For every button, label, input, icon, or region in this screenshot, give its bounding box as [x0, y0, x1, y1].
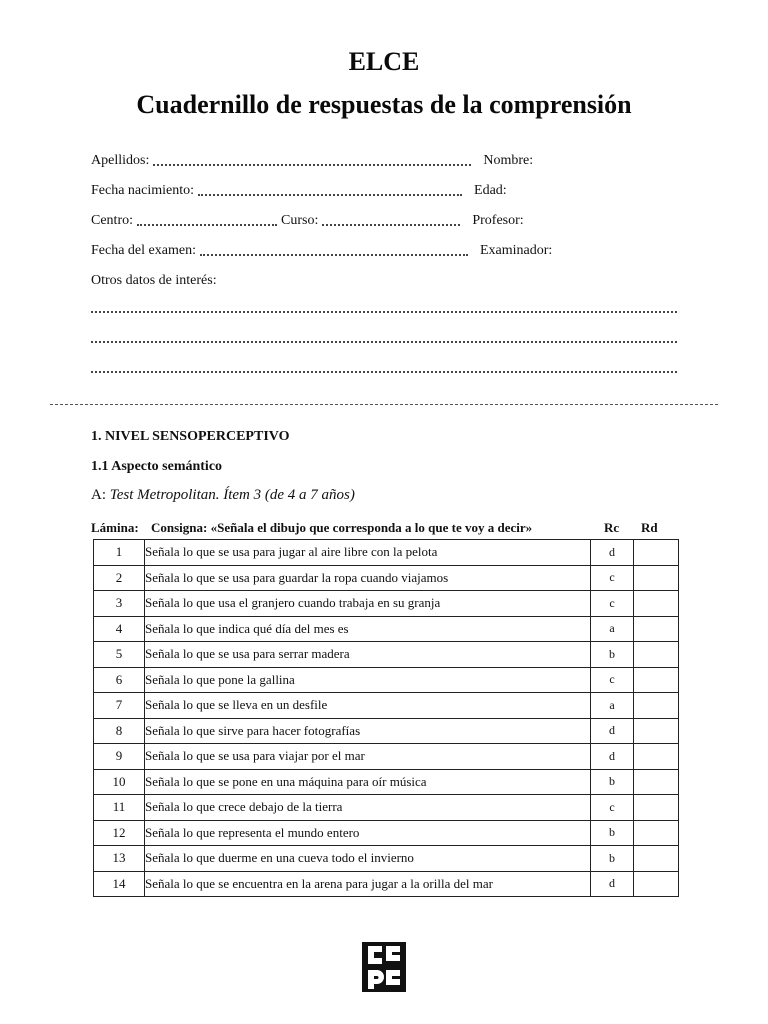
row-rc-answer: d	[591, 718, 634, 744]
label-centro: Centro:	[91, 213, 133, 228]
label-examinador: Examinador:	[479, 243, 553, 258]
form-row-apellidos	[91, 151, 677, 171]
row-rc-answer: b	[591, 769, 634, 795]
row-rd-input[interactable]	[634, 744, 679, 770]
table-row	[94, 591, 679, 617]
table-row	[94, 642, 679, 668]
row-rc-answer: a	[591, 693, 634, 719]
table-row	[94, 540, 679, 566]
row-number: 6	[94, 667, 145, 693]
row-rd-input[interactable]	[634, 846, 679, 872]
row-number: 5	[94, 642, 145, 668]
row-rc-answer: c	[591, 565, 634, 591]
form-row-otros-datos	[91, 271, 677, 291]
field-curso[interactable]	[322, 211, 460, 231]
row-instruction: Señala lo que se usa para jugar al aire libre con la pelota	[145, 540, 591, 566]
table-row	[94, 871, 679, 897]
table-row	[94, 820, 679, 846]
test-prefix: A:	[91, 487, 106, 503]
row-rd-input[interactable]	[634, 565, 679, 591]
row-rd-input[interactable]	[634, 871, 679, 897]
cut-line-divider	[50, 404, 718, 405]
label-edad: Edad:	[474, 183, 507, 198]
row-rd-input[interactable]	[634, 795, 679, 821]
label-otros-datos: Otros datos de interés:	[91, 273, 217, 288]
row-number: 13	[94, 846, 145, 872]
row-instruction: Señala lo que crece debajo de la tierra	[145, 795, 591, 821]
row-instruction: Señala lo que duerme en una cueva todo el invierno	[145, 846, 591, 872]
label-fecha-nacimiento: Fecha nacimiento:	[91, 183, 195, 198]
row-rd-input[interactable]	[634, 540, 679, 566]
test-title	[91, 487, 355, 504]
row-instruction: Señala lo que se usa para viajar por el mar	[145, 744, 591, 770]
table-row	[94, 846, 679, 872]
col-header-lamina: Lámina:	[91, 520, 139, 535]
table-row	[94, 616, 679, 642]
label-curso: Curso:	[281, 213, 319, 228]
row-number: 8	[94, 718, 145, 744]
label-profesor: Profesor:	[472, 213, 524, 228]
form-row-fecha-nacimiento	[91, 181, 677, 201]
label-apellidos: Apellidos:	[91, 153, 150, 168]
blank-line-2[interactable]	[91, 341, 677, 343]
row-rd-input[interactable]	[634, 693, 679, 719]
row-number: 2	[94, 565, 145, 591]
row-number: 14	[94, 871, 145, 897]
field-apellidos[interactable]	[153, 151, 471, 171]
row-instruction: Señala lo que representa el mundo entero	[145, 820, 591, 846]
row-instruction: Señala lo que usa el granjero cuando trabaja en su granja	[145, 591, 591, 617]
row-instruction: Señala lo que se usa para guardar la ropa cuando viajamos	[145, 565, 591, 591]
field-centro[interactable]	[137, 211, 277, 231]
table-row	[94, 744, 679, 770]
row-instruction: Señala lo que se encuentra en la arena para jugar a la orilla del mar	[145, 871, 591, 897]
row-number: 12	[94, 820, 145, 846]
form-row-centro	[91, 211, 677, 231]
row-rc-answer: b	[591, 846, 634, 872]
col-header-rc: Rc	[604, 520, 620, 535]
table-row	[94, 667, 679, 693]
row-number: 7	[94, 693, 145, 719]
table-row	[94, 718, 679, 744]
table-row	[94, 769, 679, 795]
row-rc-answer: d	[591, 540, 634, 566]
row-rc-answer: a	[591, 616, 634, 642]
row-instruction: Señala lo que pone la gallina	[145, 667, 591, 693]
table-row	[94, 795, 679, 821]
row-number: 10	[94, 769, 145, 795]
row-rd-input[interactable]	[634, 667, 679, 693]
row-instruction: Señala lo que se pone en una máquina para oír música	[145, 769, 591, 795]
row-rd-input[interactable]	[634, 642, 679, 668]
page-title: ELCE	[348, 47, 420, 76]
label-nombre: Nombre:	[483, 153, 534, 168]
row-number: 4	[94, 616, 145, 642]
row-number: 1	[94, 540, 145, 566]
row-rd-input[interactable]	[634, 820, 679, 846]
row-instruction: Señala lo que se usa para serrar madera	[145, 642, 591, 668]
row-instruction: Señala lo que indica qué día del mes es	[145, 616, 591, 642]
form-row-fecha-examen	[91, 241, 677, 261]
row-rc-answer: c	[591, 667, 634, 693]
col-header-consigna: Consigna: «Señala el dibujo que corresponda a lo que te voy a decir»	[151, 520, 533, 535]
row-number: 3	[94, 591, 145, 617]
subsection-heading: 1.1 Aspecto semántico	[91, 459, 223, 474]
row-rc-answer: b	[591, 642, 634, 668]
row-instruction: Señala lo que sirve para hacer fotografías	[145, 718, 591, 744]
row-rd-input[interactable]	[634, 591, 679, 617]
field-fecha-examen[interactable]	[200, 241, 468, 261]
blank-line-3[interactable]	[91, 371, 677, 373]
row-rd-input[interactable]	[634, 616, 679, 642]
response-table	[93, 539, 679, 897]
row-number: 11	[94, 795, 145, 821]
test-name: Test Metropolitan. Ítem 3 (de 4 a 7 años)	[109, 487, 355, 503]
row-rd-input[interactable]	[634, 718, 679, 744]
field-fecha-nacimiento[interactable]	[198, 181, 462, 201]
table-row	[94, 565, 679, 591]
row-rc-answer: d	[591, 744, 634, 770]
row-rc-answer: d	[591, 871, 634, 897]
col-header-rd: Rd	[641, 520, 658, 535]
page-subtitle: Cuadernillo de respuestas de la comprensión	[136, 90, 632, 119]
table-row	[94, 693, 679, 719]
row-rc-answer: b	[591, 820, 634, 846]
row-rc-answer: c	[591, 591, 634, 617]
row-instruction: Señala lo que se lleva en un desfile	[145, 693, 591, 719]
cepe-logo-icon	[362, 942, 406, 992]
row-number: 9	[94, 744, 145, 770]
row-rd-input[interactable]	[634, 769, 679, 795]
blank-line-1[interactable]	[91, 311, 677, 313]
row-rc-answer: c	[591, 795, 634, 821]
label-fecha-examen: Fecha del examen:	[91, 243, 196, 258]
section-heading: 1. NIVEL SENSOPERCEPTIVO	[91, 429, 290, 444]
